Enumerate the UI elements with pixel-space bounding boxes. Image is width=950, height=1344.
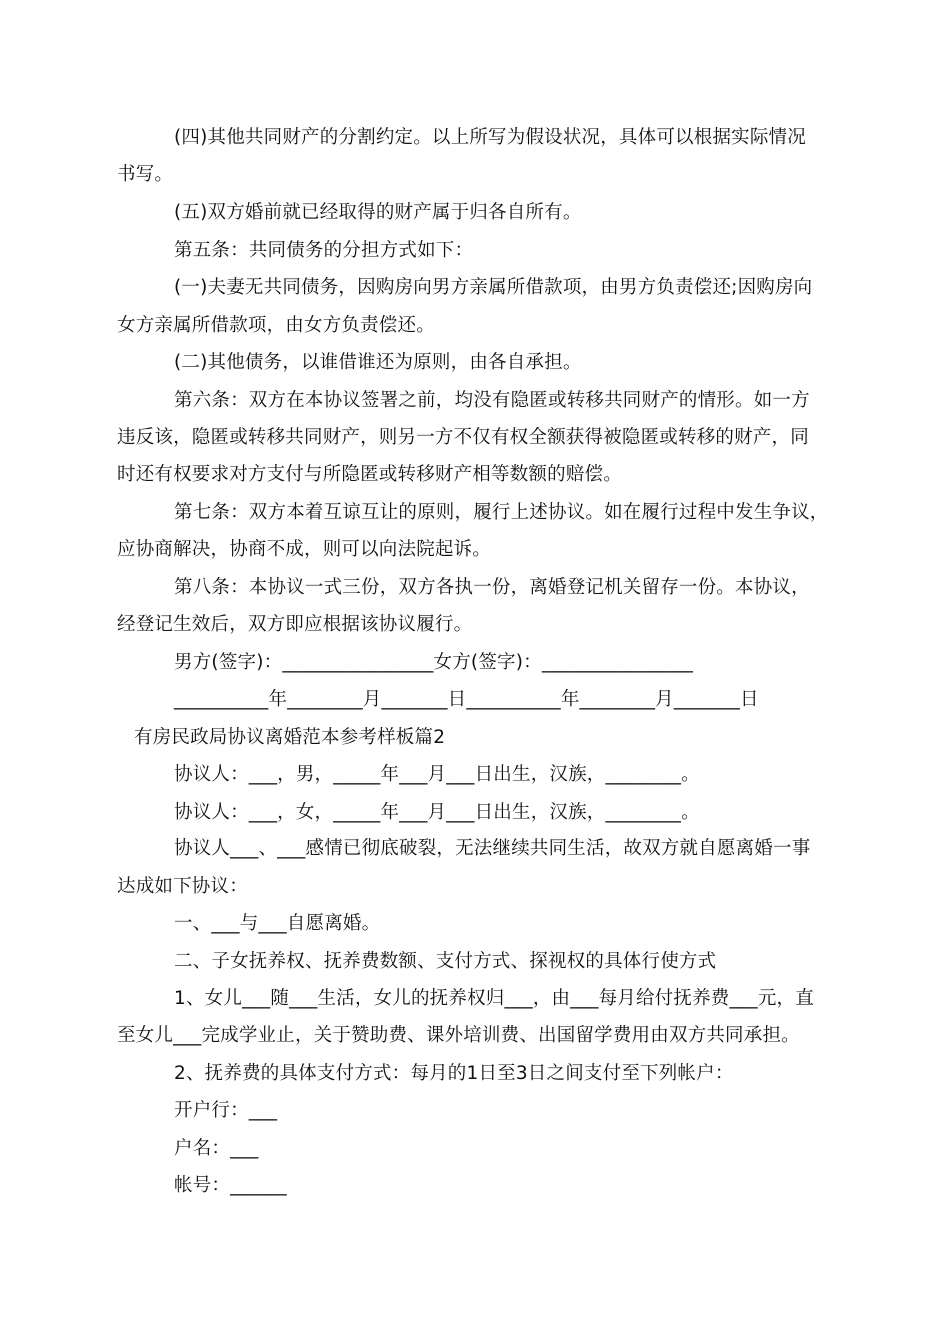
account-number-field: 帐号：______ bbox=[174, 1175, 287, 1196]
paragraph-line: 达成如下协议： bbox=[117, 876, 248, 897]
paragraph-line: 至女儿___完成学业止，关于赞助费、课外培训费、出国留学费用由双方共同承担。 bbox=[117, 1025, 800, 1046]
paragraph-line: 第七条：双方本着互谅互让的原则，履行上述协议。如在履行过程中发生争议， bbox=[174, 502, 829, 523]
paragraph-line: 一、___与___自愿离婚。 bbox=[174, 913, 381, 934]
paragraph-line: 应协商解决，协商不成，则可以向法院起诉。 bbox=[117, 539, 492, 560]
paragraph-line: 二、子女抚养权、抚养费数额、支付方式、探视权的具体行使方式 bbox=[174, 951, 717, 972]
paragraph-line: 书写。 bbox=[117, 164, 174, 185]
party-line: 协议人：___，女，_____年___月___日出生，汉族，________。 bbox=[174, 802, 700, 823]
paragraph-line: 女方亲属所借款项，由女方负责偿还。 bbox=[117, 315, 435, 336]
paragraph-line: 2、抚养费的具体支付方式：每月的1日至3日之间支付至下列帐户： bbox=[174, 1063, 734, 1084]
signature-line: 男方(签字)：________________女方(签字)：________________ bbox=[174, 652, 694, 673]
paragraph-line: 时还有权要求对方支付与所隐匿或转移财产相等数额的赔偿。 bbox=[117, 464, 622, 485]
bank-field: 开户行：___ bbox=[174, 1100, 278, 1121]
paragraph-line: 1、女儿___随___生活，女儿的抚养权归___，由___每月给付抚养费___元，直 bbox=[174, 988, 814, 1009]
account-name-field: 户名：___ bbox=[174, 1138, 259, 1159]
paragraph-line: 经登记生效后，双方即应根据该协议履行。 bbox=[117, 614, 473, 635]
paragraph-line: (一)夫妻无共同债务，因购房向男方亲属所借款项，由男方负责偿还;因购房向 bbox=[174, 277, 813, 298]
section-heading: 第五条：共同债务的分担方式如下： bbox=[174, 240, 474, 261]
paragraph-line: 协议人___、___感情已彻底破裂，无法继续共同生活，故双方就自愿离婚一事 bbox=[174, 838, 811, 859]
paragraph-line: (四)其他共同财产的分割约定。以上所写为假设状况，具体可以根据实际情况 bbox=[174, 127, 806, 148]
paragraph-line: (五)双方婚前就已经取得的财产属于归各自所有。 bbox=[174, 202, 582, 223]
section-title: 有房民政局协议离婚范本参考样板篇2 bbox=[134, 727, 446, 748]
party-line: 协议人：___，男，_____年___月___日出生，汉族，________。 bbox=[174, 764, 700, 785]
paragraph-line: 第八条：本协议一式三份，双方各执一份，离婚登记机关留存一份。本协议， bbox=[174, 577, 810, 598]
paragraph-line: (二)其他债务，以谁借谁还为原则，由各自承担。 bbox=[174, 352, 582, 373]
paragraph-line: 第六条：双方在本协议签署之前，均没有隐匿或转移共同财产的情形。如一方 bbox=[174, 390, 810, 411]
date-line: __________年________月_______日__________年________月_______日 bbox=[174, 689, 759, 710]
paragraph-line: 违反该，隐匿或转移共同财产，则另一方不仅有权全额获得被隐匿或转移的财产，同 bbox=[117, 427, 809, 448]
